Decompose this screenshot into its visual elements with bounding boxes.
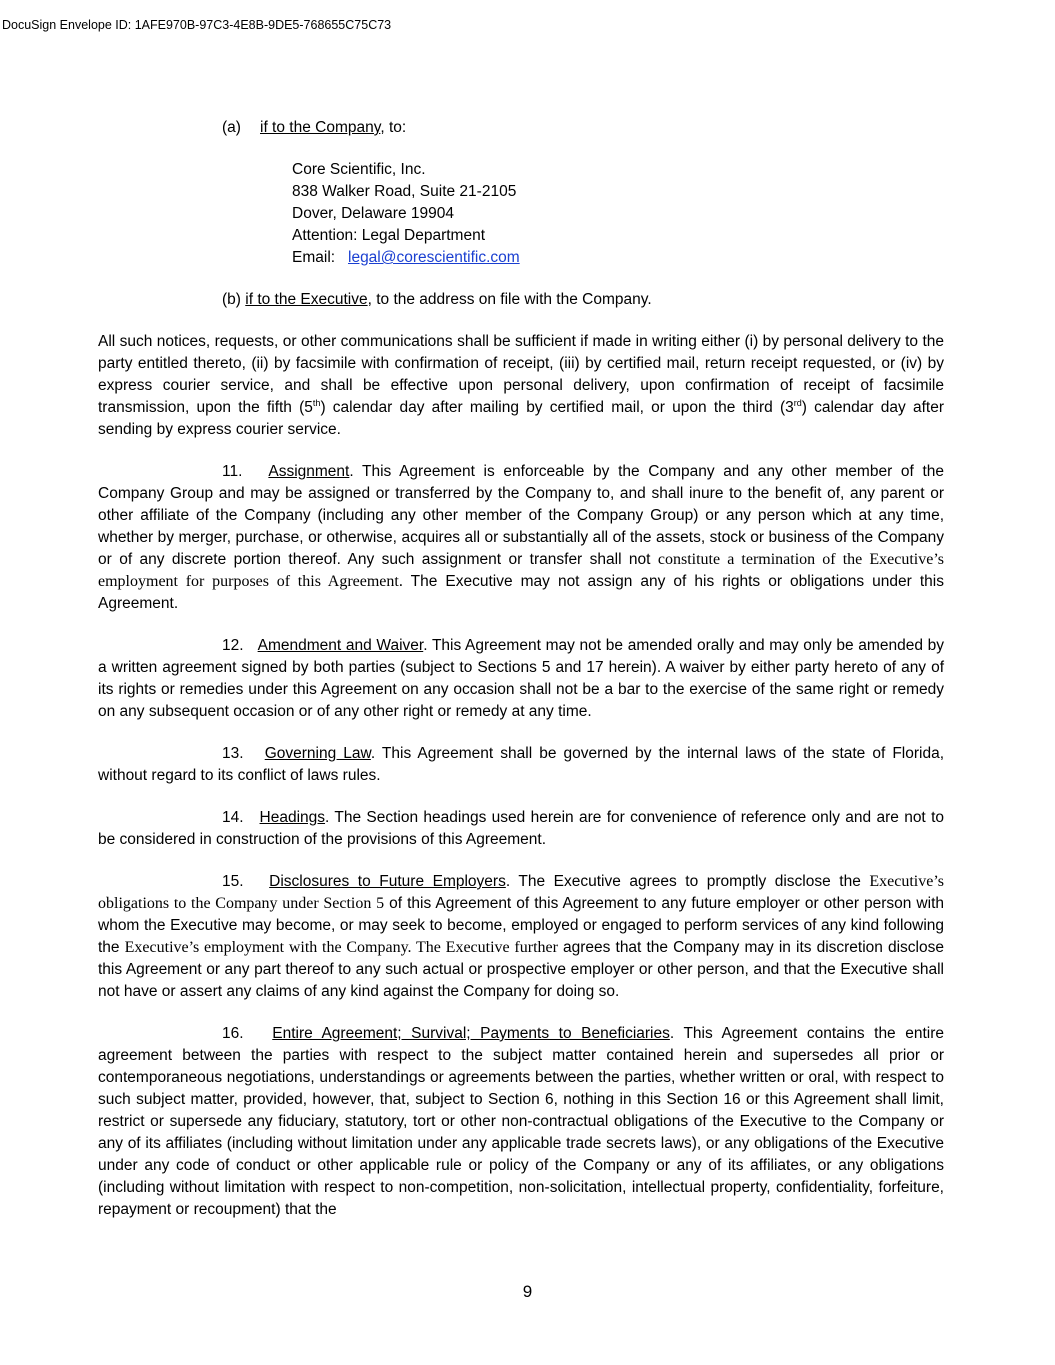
notices-text-3: ) calendar day after sending by express courier service. bbox=[98, 399, 944, 438]
section-number: 13. bbox=[222, 745, 244, 762]
section-title: Disclosures to Future Employers bbox=[269, 873, 506, 890]
notice-company-label: (a) bbox=[222, 119, 241, 136]
section-title: Entire Agreement; Survival; Payments to Beneficiaries bbox=[272, 1025, 670, 1042]
section-body-serif: Executive’s obligations to the Company under Section 5 bbox=[98, 873, 944, 912]
notice-executive-label: (b) bbox=[222, 291, 241, 308]
section-11 bbox=[98, 461, 944, 615]
company-name: Core Scientific, Inc. bbox=[292, 161, 426, 178]
section-body: . The Section headings used herein are for convenience of reference only and are not to be considered in construction of the provisions of this Agreement. bbox=[98, 809, 944, 848]
section-body: agrees that the Company may in its discretion disclose this Agreement or any part thereof to any such actual or prospective employer or other person, and that the Executive shall not have or assert any claims of any kind against the Company for doing so. bbox=[98, 939, 944, 1000]
section-body: . This Agreement is enforceable by the Company and any other member of the Company Group and may be assigned or transferred by the Company to, and shall inure to the benefit of, any parent or other affiliate of the Company (including any other member of the Company Group) or any person which at any time, whether by merger, purchase, or otherwise, acquires all or substantially all of the assets, stock or business of the Company or of any discrete portion thereof. Any such assignment or transfer shall not bbox=[98, 463, 944, 568]
notice-company-heading: if to the Company bbox=[260, 119, 381, 136]
company-street: 838 Walker Road, Suite 21-2105 bbox=[292, 183, 517, 200]
section-15 bbox=[98, 871, 944, 1003]
section-body: . The Executive agrees to promptly disclose the bbox=[505, 873, 870, 890]
section-number: 15. bbox=[222, 873, 244, 890]
company-address-block bbox=[98, 159, 944, 269]
section-body: of this Agreement of this Agreement to any future employer or other person with whom the Executive may become, or may seek to become, employed or engaged to perform services of any kind following the bbox=[98, 895, 945, 956]
notice-executive-suffix: , to the address on file with the Company. bbox=[367, 291, 652, 308]
notices-paragraph bbox=[98, 331, 944, 441]
section-14 bbox=[98, 807, 944, 851]
notices-sup-1: th bbox=[312, 397, 321, 408]
section-body: . This Agreement may not be amended orally and may only be amended by a written agreement signed by both parties (subject to Sections 5 and 17 herein). A waiver by either party hereto of any of its rights or remedies under this Agreement on any occasion shall not be a bar to the exercise of the same right or remedy on any subsequent occasion or of any other right or remedy at any time. bbox=[98, 637, 944, 720]
company-email-link[interactable]: legal@corescientific.com bbox=[348, 249, 520, 266]
section-body: . This Agreement contains the entire agreement between the parties with respect to the subject matter contained herein and supersedes all prior or contemporaneous negotiations, understandings or agreements between the parties, whether written or oral, with respect to such subject matter, provided, however, that, subject to Section 6, nothing in this Section 16 or this Agreement shall limit, restrict or supersede any fiduciary, statutory, tort or other non-contractual obligations of the Executive to the Company or any of its affiliates (including without limitation under any applicable trade secrets laws), or any obligations of the Executive under any code of conduct or other applicable rule or policy of the Company or any of its affiliates, or any obligations (including without limitation with respect to non-competition, non-solicitation, intellectual property, confidentiality, forfeiture, repayment or recoupment) that the bbox=[98, 1025, 945, 1218]
section-title: Headings bbox=[259, 809, 326, 826]
notice-company-suffix: , to: bbox=[380, 119, 407, 136]
email-label: Email: bbox=[292, 249, 336, 266]
section-title: Governing Law bbox=[264, 745, 371, 762]
section-number: 14. bbox=[222, 809, 244, 826]
docusign-envelope-id: DocuSign Envelope ID: 1AFE970B-97C3-4E8B-9DE5-768655C75C73 bbox=[2, 18, 392, 32]
section-body: . This Agreement shall be governed by the internal laws of the state of Florida, without regard to its conflict of laws rules. bbox=[98, 745, 945, 784]
section-number: 11. bbox=[222, 463, 243, 480]
notices-text-1: All such notices, requests, or other communications shall be sufficient if made in writing either (i) by personal delivery to the party entitled thereto, (ii) by facsimile with confirmation of receipt, (iii) by certified mail, return receipt requested, or (iv) by express courier service, and shall be effective upon personal delivery, upon confirmation of receipt of facsimile transmission, upon the fifth (5 bbox=[98, 333, 944, 416]
notice-company bbox=[98, 117, 944, 139]
company-email-line bbox=[292, 247, 944, 269]
section-title: Assignment bbox=[268, 463, 350, 480]
section-body: The Executive may not assign any of his rights or obligations under this Agreement. bbox=[98, 573, 944, 612]
page-number: 9 bbox=[522, 1282, 533, 1301]
section-body-serif: Executive’s employment with the Company. The Executive further bbox=[124, 939, 558, 956]
section-body-serif: constitute a termination of the Executive’s employment for purposes of this Agreement. bbox=[98, 551, 944, 590]
section-title: Amendment and Waiver bbox=[257, 637, 424, 654]
section-number: 12. bbox=[222, 637, 244, 654]
notices-text-2: ) calendar day after mailing by certified mail, or upon the third (3 bbox=[320, 399, 794, 416]
company-city: Dover, Delaware 19904 bbox=[292, 205, 454, 222]
notice-executive bbox=[98, 289, 944, 311]
notice-executive-heading: if to the Executive bbox=[245, 291, 368, 308]
section-13 bbox=[98, 743, 944, 787]
section-16 bbox=[98, 1023, 944, 1221]
company-attention: Attention: Legal Department bbox=[292, 227, 486, 244]
section-number: 16. bbox=[222, 1025, 244, 1042]
section-12 bbox=[98, 635, 944, 723]
notices-sup-2: rd bbox=[793, 397, 802, 408]
document-body bbox=[98, 117, 944, 1221]
